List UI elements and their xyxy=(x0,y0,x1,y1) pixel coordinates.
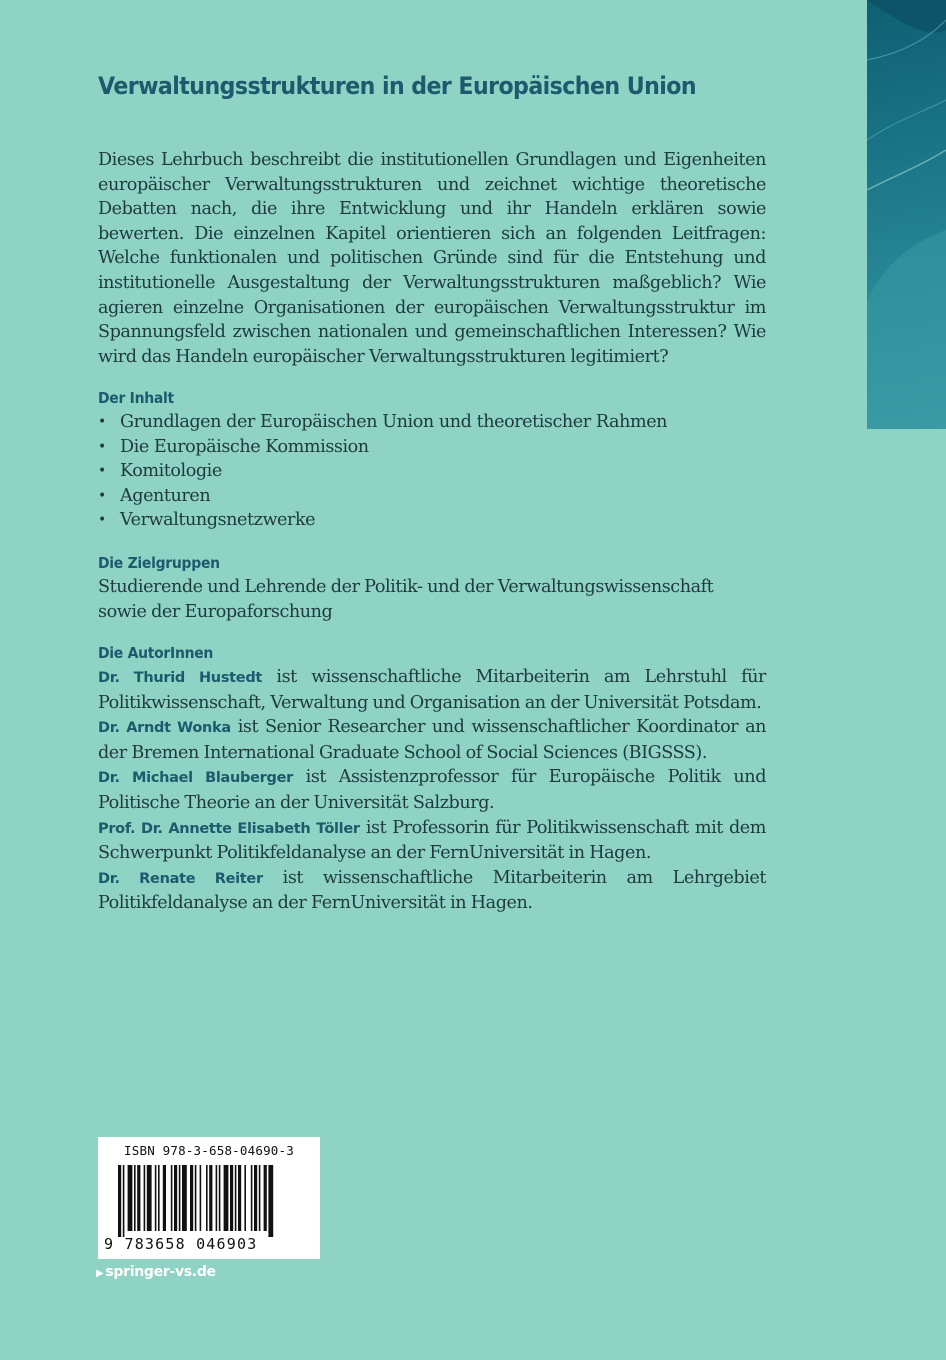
barcode-bar xyxy=(219,1165,221,1231)
autoren-heading: Die AutorInnen xyxy=(98,644,214,662)
zielgruppen-heading: Die Zielgruppen xyxy=(98,554,220,572)
barcode-bar xyxy=(171,1165,173,1231)
barcode-bar xyxy=(182,1165,187,1231)
publisher-url[interactable]: ▶ springer-vs.de xyxy=(96,1264,216,1280)
barcode-bar xyxy=(209,1165,212,1231)
barcode-bar xyxy=(264,1165,267,1231)
intro-text: Dieses Lehrbuch beschreibt die institutionellen Grundlagen und Eigenheiten europäischer Verwaltungsstrukturen und zeichnet wichtige theoretische Debatten nach, die ihre Entwicklung und ihr Handeln erklären sowie bewerten. Die einzelnen Kapitel orientieren sich an folgenden Leitfragen: Welche funktionalen und politischen Gründe sind für die Entstehung und institutionelle Ausgestaltung der Verwaltungsstrukturen maßgeblich? Wie agieren einzelne Organisationen der europäischen Verwaltungsstruktur im Spannungsfeld zwischen nationalen und gemeinschaftlichen Interessen? Wie wird das Handeln europäischer Verwaltungsstrukturen legitimiert? xyxy=(98,150,766,367)
book-title: Verwaltungsstrukturen in der Europäischen Union xyxy=(98,72,697,100)
author-entry: Dr. Arndt Wonka ist Senior Researcher und wissenschaftlicher Koordinator an der Bremen International Graduate School of Social Sciences (BIGSSS). xyxy=(98,717,766,763)
barcode-bar xyxy=(230,1165,233,1231)
barcode-bar xyxy=(238,1165,241,1231)
corner-decoration xyxy=(867,0,946,429)
barcode-bar xyxy=(134,1165,136,1231)
barcode-bar xyxy=(268,1165,273,1237)
isbn-label: ISBN 978-3-658-04690-3 xyxy=(124,1143,294,1158)
list-item: • Verwaltungsnetzwerke xyxy=(98,510,316,531)
ean-number: 9 783658 046903 xyxy=(104,1235,258,1253)
author-name: Prof. Dr. Annette Elisabeth Töller xyxy=(98,820,360,837)
arrow-icon: ▶ xyxy=(96,1268,104,1279)
inhalt-heading: Der Inhalt xyxy=(98,389,174,407)
barcode-bar xyxy=(254,1165,257,1231)
author-name: Dr. Michael Blauberger xyxy=(98,770,293,787)
author-entry: Dr. Michael Blauberger ist Assistenzprofessor für Europäische Politik und Politische Theorie an der Universität Salzburg. xyxy=(98,767,766,813)
zielgruppen-text: Studierende und Lehrende der Politik- und der Verwaltungswissenschaft sowie der Europaforschung xyxy=(98,577,714,622)
barcode-bar xyxy=(144,1165,146,1231)
barcode-bar xyxy=(224,1165,229,1231)
barcode-bar xyxy=(174,1165,177,1231)
barcode-bar xyxy=(200,1165,202,1231)
barcode-bar xyxy=(163,1165,166,1231)
barcode-bar xyxy=(244,1165,246,1231)
barcode-bar xyxy=(216,1165,218,1231)
author-entry: Dr. Renate Reiter ist wissenschaftliche Mitarbeiterin am Lehrgebiet Politikfeldanalyse an der FernUniversität in Hagen. xyxy=(98,867,766,914)
inhalt-list xyxy=(98,410,766,533)
barcode-bar xyxy=(259,1165,261,1231)
list-item: • Grundlagen der Europäischen Union und theoretischer Rahmen xyxy=(98,412,668,432)
barcode-bar xyxy=(155,1165,157,1231)
barcode-bar xyxy=(137,1165,140,1231)
barcode-bar xyxy=(158,1165,160,1231)
inhalt-section xyxy=(98,386,766,533)
author-name: Dr. Renate Reiter xyxy=(98,870,263,887)
barcode-bar xyxy=(179,1165,181,1231)
barcode-bar xyxy=(147,1165,152,1231)
list-item: • Die Europäische Kommission xyxy=(98,436,369,457)
isbn-barcode xyxy=(98,1137,320,1259)
autoren-section xyxy=(98,641,766,916)
zielgruppen-section xyxy=(98,551,766,624)
barcode-bar xyxy=(251,1165,253,1231)
list-item: • Agenturen xyxy=(98,485,211,506)
barcode-bar xyxy=(118,1165,121,1237)
barcode-bar xyxy=(123,1165,125,1237)
author-name: Dr. Arndt Wonka xyxy=(98,720,231,737)
author-entry: Prof. Dr. Annette Elisabeth Töller ist Professorin für Politikwissenschaft mit dem Schwerpunkt Politikfeldanalyse an der FernUniversität in Hagen. xyxy=(98,817,766,864)
author-entry: Dr. Thurid Hustedt ist wissenschaftliche Mitarbeiterin am Lehrstuhl für Politikwissenschaft, Verwaltung und Organisation an der Universität Potsdam. xyxy=(98,667,766,713)
author-name: Dr. Thurid Hustedt xyxy=(98,670,263,686)
barcode-bar xyxy=(128,1165,133,1231)
barcode-bar xyxy=(195,1165,197,1231)
barcode-bar xyxy=(235,1165,237,1231)
barcode-bar xyxy=(206,1165,208,1231)
list-item: • Komitologie xyxy=(98,461,222,482)
barcode-bar xyxy=(190,1165,193,1231)
intro-section xyxy=(98,148,766,369)
